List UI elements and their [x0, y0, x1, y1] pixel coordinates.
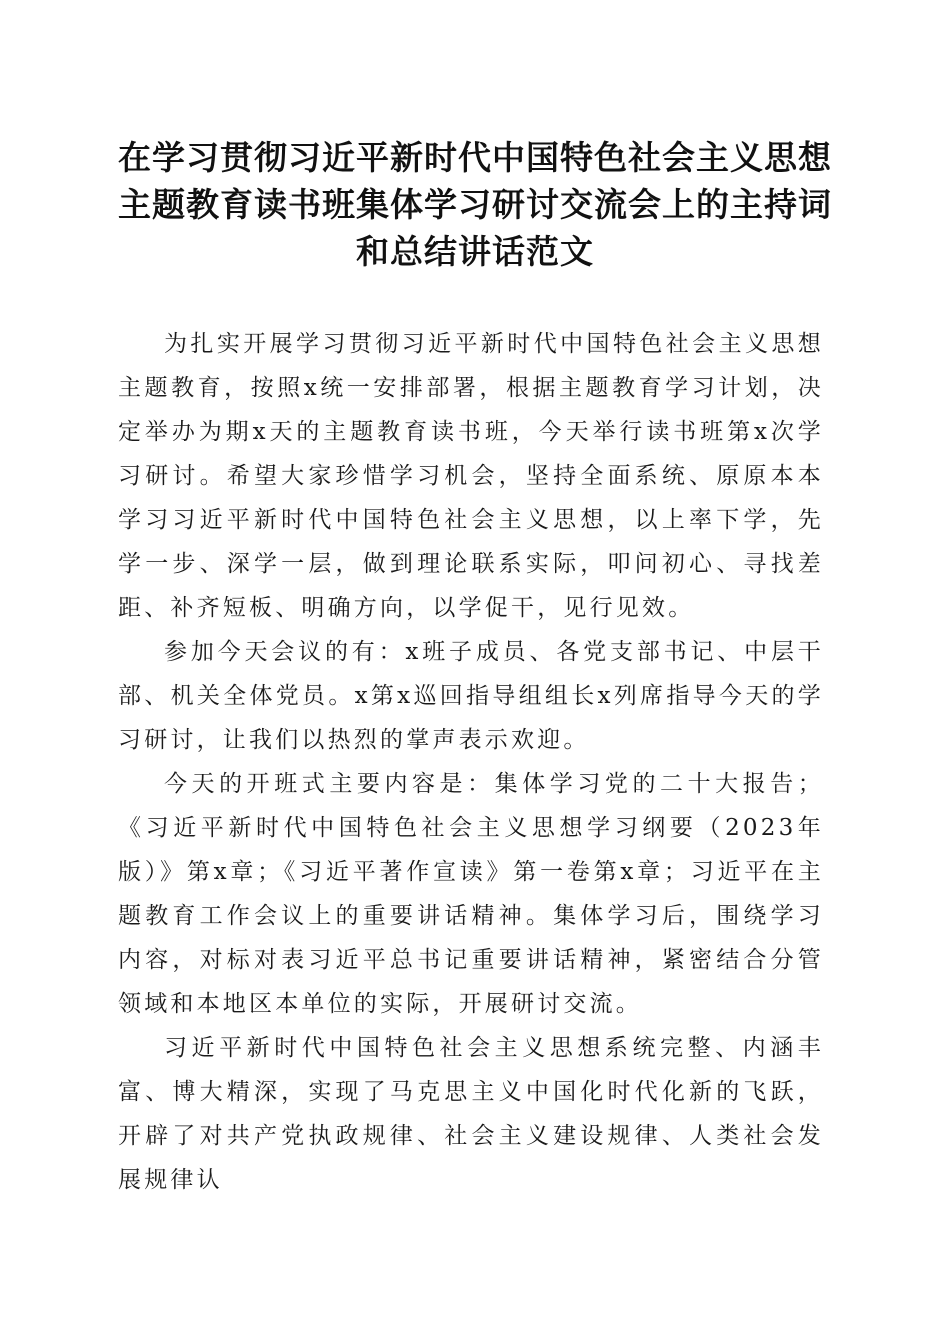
paragraph-thought: 习近平新时代中国特色社会主义思想系统完整、内涵丰富、博大精深，实现了马克思主义中国化时代化新的飞跃，开辟了对共产党执政规律、社会主义建设规律、人类社会发展规律认	[118, 1035, 824, 1193]
document-title: 在学习贯彻习近平新时代中国特色社会主义思想主题教育读书班集体学习研讨交流会上的主持词和总结讲话范文	[118, 138, 832, 271]
paragraph-intro: 为扎实开展学习贯彻习近平新时代中国特色社会主义思想主题教育，按照x统一安排部署，根据主题教育学习计划，决定举办为期x天的主题教育读书班，今天举行读书班第x次学习研讨。希望大家珍惜学习机会，坚持全面系统、原原本本学习习近平新时代中国特色社会主义思想，以上率下学，先学一步、深学一层，做到理论联系实际，叩问初心、寻找差距、补齐短板、明确方向，以学促干，见行见效。	[118, 331, 824, 621]
paragraph-attendees: 参加今天会议的有：x班子成员、各党支部书记、中层干部、机关全体党员。x第x巡回指导组组长x列席指导今天的学习研讨，让我们以热烈的掌声表示欢迎。	[118, 639, 824, 753]
paragraph-agenda: 今天的开班式主要内容是：集体学习党的二十大报告；《习近平新时代中国特色社会主义思想学习纲要（2023年版）》第x章；《习近平著作宣读》第一卷第x章；习近平在主题教育工作会议上的重要讲话精神。集体学习后，围绕学习内容，对标对表习近平总书记重要讲话精神，紧密结合分管领域和本地区本单位的实际，开展研讨交流。	[118, 771, 824, 1017]
document-body	[118, 322, 824, 1202]
